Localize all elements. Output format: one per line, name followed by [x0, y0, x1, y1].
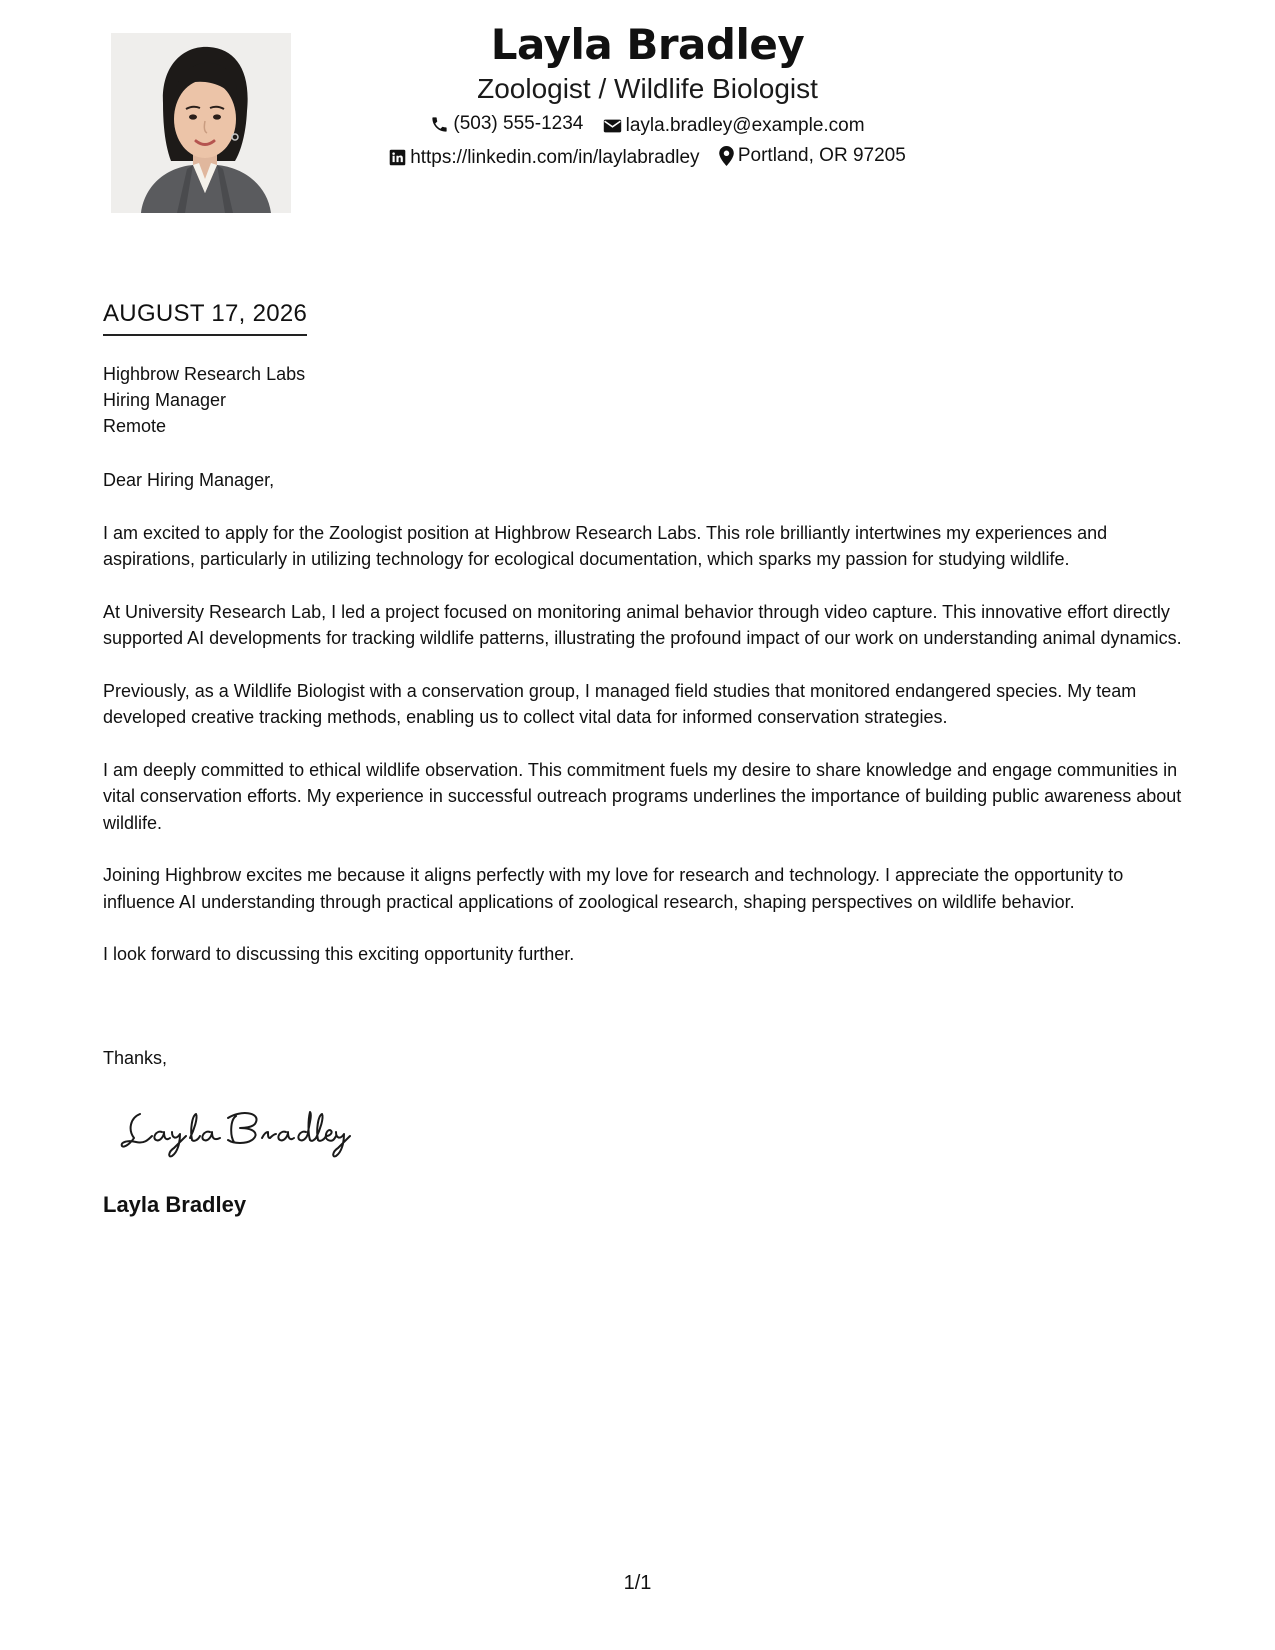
- signer-name: Layla Bradley: [103, 1192, 247, 1217]
- salutation: Dear Hiring Manager,: [103, 470, 275, 490]
- letter-date: AUGUST 17, 2026: [103, 300, 307, 336]
- envelope-icon: [603, 118, 622, 134]
- map-pin-icon: [719, 146, 734, 166]
- email-text: layla.bradley@example.com: [625, 114, 865, 136]
- contact-row-primary: [0, 113, 1275, 140]
- closing: Thanks,: [103, 1048, 168, 1068]
- phone-contact[interactable]: [430, 113, 583, 135]
- page-number: 1/1: [623, 1572, 652, 1594]
- body-paragraph: I am excited to apply for the Zoologist position at Highbrow Research Labs. This role brilliantly intertwines my experiences and aspirations, particularly in utilizing technology for ecological documentation, which sparks my passion for studying wildlife.: [103, 522, 1108, 569]
- body-paragraph: At University Research Lab, I led a project focused on monitoring animal behavior through video capture. This innovative effort directly supported AI developments for tracking wildlife patterns, illustrating the profound impact of our work on understanding animal dynamics.: [103, 601, 1182, 648]
- recipient-block: [103, 361, 305, 439]
- letter-body: [103, 467, 1183, 994]
- body-paragraph: Joining Highbrow excites me because it aligns perfectly with my love for research and technology. I appreciate the opportunity to influence AI understanding through practical applications of zoological research, shaping perspectives on wildlife behavior.: [103, 865, 1124, 912]
- phone-icon: [430, 115, 449, 134]
- contact-row-secondary: [0, 145, 1275, 172]
- body-paragraph: I look forward to discussing this exciting opportunity further.: [103, 944, 575, 964]
- signature-image: [118, 1100, 358, 1160]
- linkedin-text: https://linkedin.com/in/laylabradley: [410, 146, 700, 168]
- linkedin-icon: [389, 149, 406, 166]
- phone-text: (503) 555-1234: [453, 113, 584, 134]
- candidate-name: Layla Bradley: [490, 20, 805, 69]
- body-paragraph: I am deeply committed to ethical wildlife observation. This commitment fuels my desire to share knowledge and engage communities in vital conservation efforts. My experience in successful outreach programs underlines the importance of building public awareness about wildlife.: [103, 759, 1182, 833]
- email-contact[interactable]: [603, 115, 865, 137]
- job-title: Zoologist / Wildlife Biologist: [477, 73, 818, 104]
- recipient-role: Hiring Manager: [103, 390, 227, 410]
- linkedin-contact[interactable]: [389, 147, 699, 169]
- recipient-location: Remote: [103, 416, 167, 436]
- location-contact: [719, 145, 906, 167]
- recipient-company: Highbrow Research Labs: [103, 364, 306, 384]
- body-paragraph: Previously, as a Wildlife Biologist with a conservation group, I managed field studies that monitored endangered species. My team developed creative tracking methods, enabling us to collect vital data for informed conservation strategies.: [103, 680, 1137, 727]
- location-text: Portland, OR 97205: [737, 145, 906, 166]
